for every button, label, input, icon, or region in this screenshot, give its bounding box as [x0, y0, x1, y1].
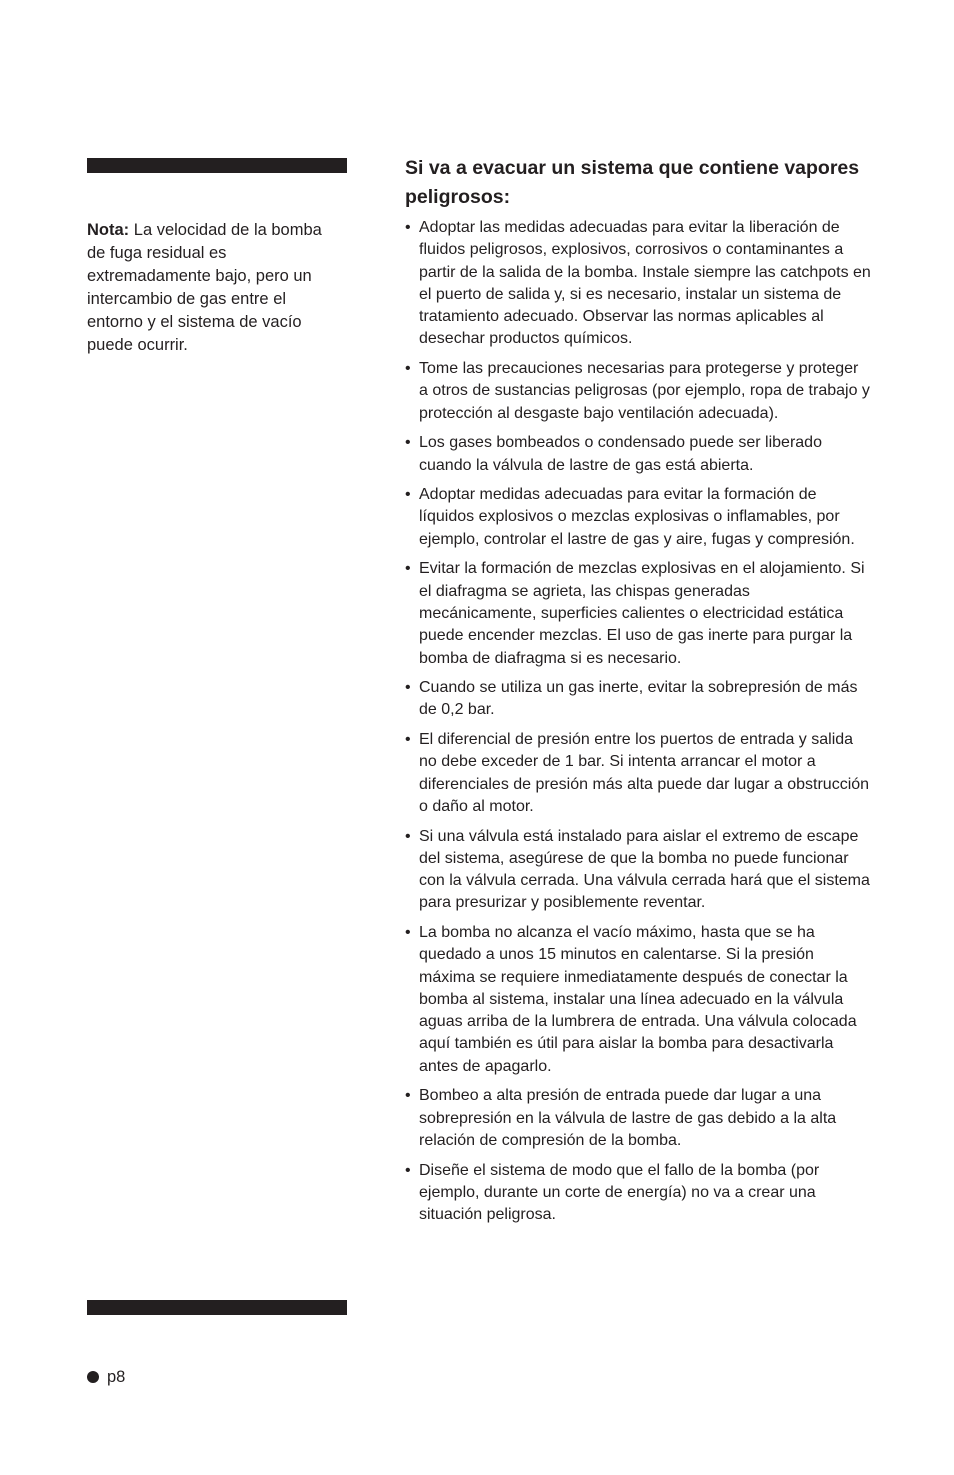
bullet-dot: • [405, 679, 411, 697]
bullet-dot: • [405, 827, 411, 845]
list-item-text: Bombeo a alta presión de entrada puede dar lugar a una sobrepresión en la válvula de lastre de gas debido a la alta relación de compresión de la bomba. [419, 1087, 837, 1149]
list-item [405, 1160, 871, 1227]
bullet-dot: • [405, 731, 411, 749]
list-item-text: Diseñe el sistema de modo que el fallo de la bomba (por ejemplo, durante un corte de energía) no va a crear una situación peligrosa. [419, 1161, 820, 1224]
bullet-dot: • [405, 360, 411, 378]
bullet-dot: • [405, 219, 411, 236]
list-item [405, 217, 871, 351]
page-footer [87, 1366, 125, 1388]
bullet-dot: • [405, 1161, 411, 1179]
list-item-text: Adoptar las medidas adecuadas para evitar la liberación de fluidos peligrosos, explosivos, corrosivos o contaminantes a partir de la salida de la bomba. Instale siempre las catchpots en el puerto de salida y, si es necesario, instalar un sistema de tratamiento adecuado. Observar las normas aplicables al desechar productos químicos. [419, 219, 871, 348]
filled-circle-icon [87, 1371, 99, 1383]
bullet-dot: • [405, 1087, 411, 1105]
bullet-list [405, 217, 871, 1226]
bullet-dot: • [405, 434, 411, 452]
list-item-text: Adoptar medidas adecuadas para evitar la formación de líquidos explosivos o mezclas explosivas o inflamables, por ejemplo, controlar el lastre de gas y aire, fugas y compresión. [419, 486, 855, 548]
bullet-dot: • [405, 560, 411, 578]
sidebar-note [87, 219, 337, 357]
bullet-dot: • [405, 486, 411, 504]
list-item [405, 432, 871, 477]
main-content [405, 154, 871, 1234]
list-item [405, 358, 871, 425]
bullet-dot: • [405, 923, 411, 941]
section-heading: Si va a evacuar un sistema que contiene vapores peligrosos: [405, 157, 860, 208]
list-item [405, 729, 871, 818]
bottom-divider-bar [87, 1300, 347, 1315]
list-item-text: Los gases bombeados o condensado puede ser liberado cuando la válvula de lastre de gas está abierta. [419, 434, 822, 474]
list-item-text: Tome las precauciones necesarias para protegerse y proteger a otros de sustancias peligrosas (por ejemplo, ropa de trabajo y protección al desgaste bajo ventilación adecuada). [419, 360, 870, 422]
list-item [405, 826, 871, 915]
note-text: La velocidad de la bomba de fuga residual es extremadamente bajo, pero un intercambio de gas entre el entorno y el sistema de vacío puede ocurrir. [87, 221, 322, 354]
list-item [405, 484, 871, 551]
list-item [405, 558, 871, 669]
top-divider-bar [87, 158, 347, 173]
list-item-text: La bomba no alcanza el vacío máximo, hasta que se ha quedado a unos 15 minutos en calentarse. Si la presión máxima se requiere inmediatamente después de conectar la bomba al sistema, instalar una línea adecuado en la válvula aguas arriba de la lumbrera de entrada. Una válvula colocada aquí también es útil para aislar la bomba para desactivarla antes de apagarlo. [419, 923, 857, 1075]
list-item-text: El diferencial de presión entre los puertos de entrada y salida no debe exceder de 1 bar. Si intenta arrancar el motor a diferenciales de presión más alta puede dar lugar a obstrucción o daño al motor. [419, 731, 870, 815]
list-item-text: Cuando se utiliza un gas inerte, evitar la sobrepresión de más de 0,2 bar. [419, 679, 858, 719]
list-item [405, 677, 871, 722]
list-item [405, 922, 871, 1078]
note-label: Nota: [87, 221, 130, 239]
page-number: p8 [107, 1368, 126, 1386]
list-item-text: Si una válvula está instalado para aislar el extremo de escape del sistema, asegúrese de que la bomba no puede funcionar con la válvula cerrada. Una válvula cerrada hará que el sistema para presurizar y posiblemente reventar. [419, 827, 870, 912]
list-item-text: Evitar la formación de mezclas explosivas en el alojamiento. Si el diafragma se agrieta, las chispas generadas mecánicamente, superficies calientes o electricidad estática puede encender mezclas. El uso de gas inerte para purgar la bomba de diafragma si es necesario. [419, 560, 865, 667]
list-item [405, 1085, 871, 1152]
